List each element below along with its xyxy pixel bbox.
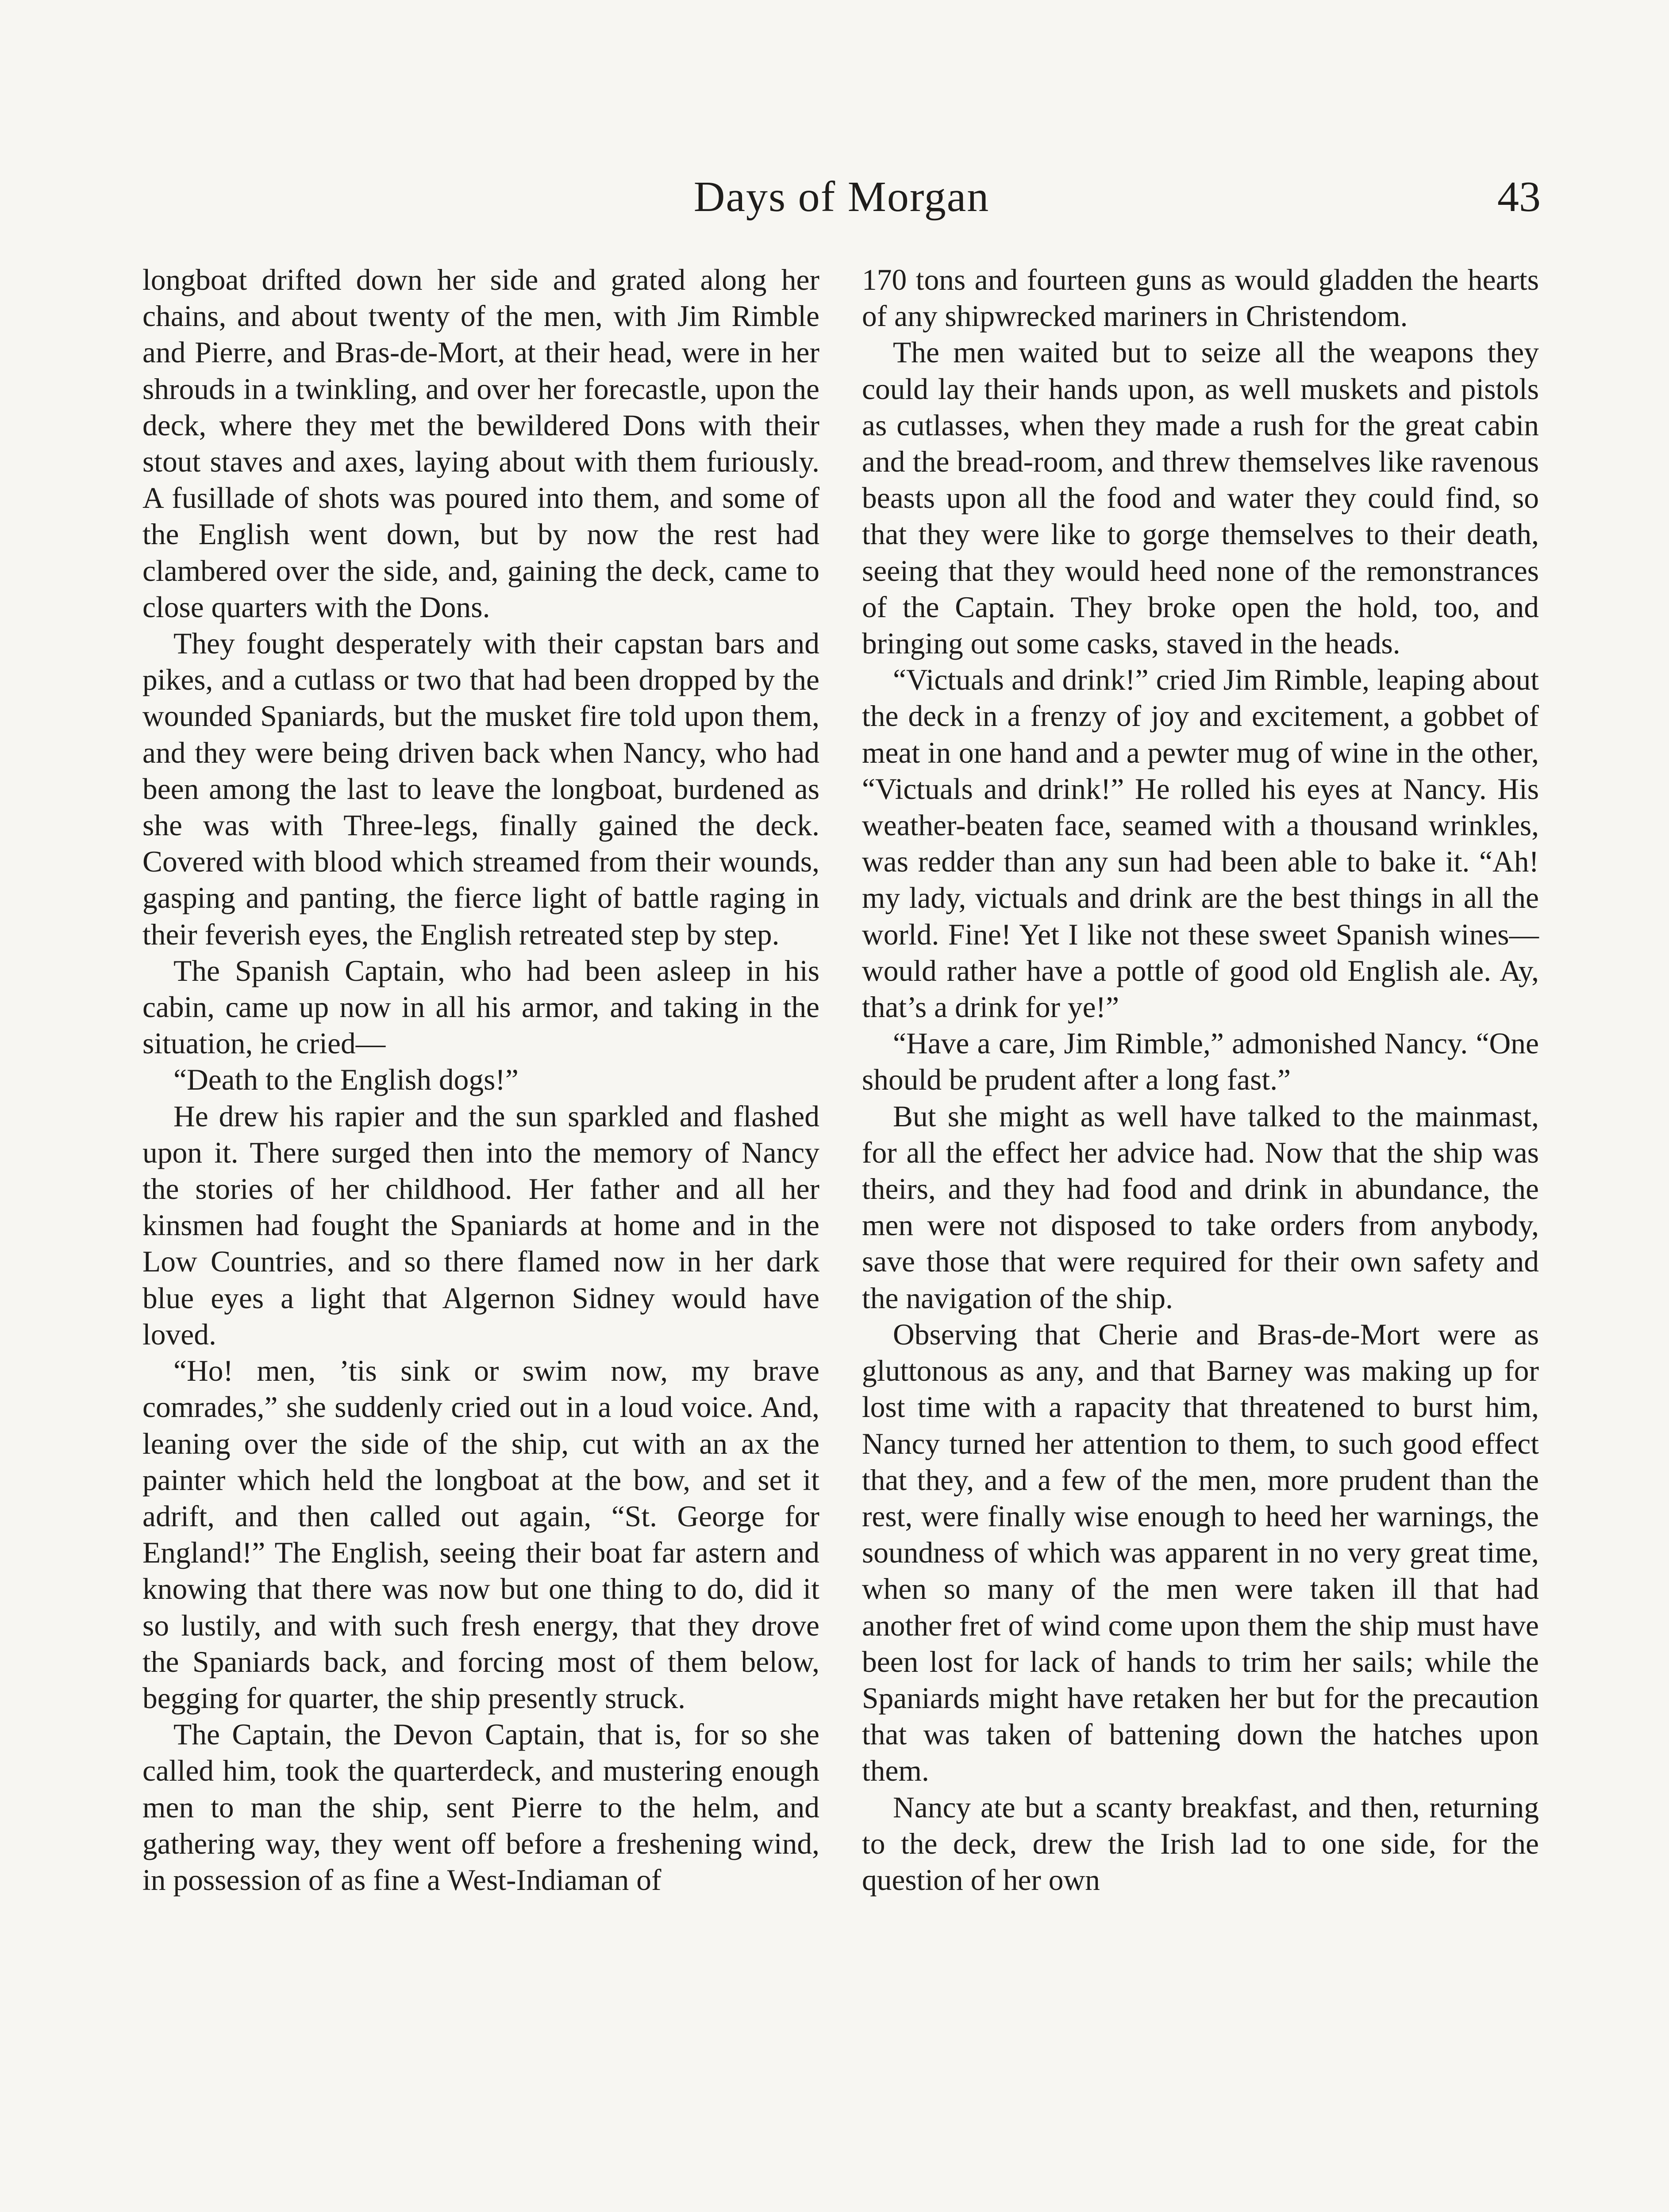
- page-header: [142, 164, 1541, 230]
- paragraph: “Death to the English dogs!”: [173, 1063, 519, 1097]
- paragraph: The men waited but to seize all the weapons they could lay their hands upon, as well muskets and pistols as cutlasses, when they made a rush for the great cabin and the bread-room, and threw themselves like ravenous beasts upon all the food and water they could find, so that they were like to gorge themselves to their death, seeing that they would heed none of the remonstrances of the Captain. They broke open the hold, too, and bringing out some casks, staved in the heads.: [862, 336, 1539, 661]
- paragraph: The Captain, the Devon Captain, that is, for so she called him, took the quarterdeck, and mustering enough men to man the ship, sent Pierre to the helm, and gathering way, they went off before a freshening wind, in possession of as fine a West-Indiaman of: [142, 1718, 819, 1897]
- paragraph: They fought desperately with their capstan bars and pikes, and a cutlass or two that had been dropped by the wounded Spaniards, but the musket fire told upon them, and they were being driven back when Nancy, who had been among the last to leave the longboat, burdened as she was with Three-legs, finally gained the deck. Covered with blood which streamed from their wounds, gasping and panting, the fierce light of battle raging in their feverish eyes, the English retreated step by step.: [142, 627, 819, 951]
- paragraph: He drew his rapier and the sun sparkled and flashed upon it. There surged then into the memory of Nancy the stories of her childhood. Her father and all her kinsmen had fought the Spaniards at home and in the Low Countries, and so there flamed now in her dark blue eyes a light that Algernon Sidney would have loved.: [142, 1099, 819, 1351]
- left-column: [142, 262, 819, 1898]
- paragraph: But she might as well have talked to the mainmast, for all the effect her advice had. Now that the ship was theirs, and they had food and drink in abundance, the men were not disposed to take orders from anybody, save those that were required for their own safety and the navigation of the ship.: [862, 1099, 1539, 1315]
- paragraph: “Ho! men, ’tis sink or swim now, my brave comrades,” she suddenly cried out in a loud voice. And, leaning over the side of the ship, cut with an ax the painter which held the longboat at the bow, and set it adrift, and then called out again, “St. George for England!” The English, seeing their boat far astern and knowing that there was now but one thing to do, did it so lustily, and with such fresh energy, that they drove the Spaniards back, and forcing most of them below, begging for quarter, the ship presently struck.: [142, 1354, 819, 1715]
- paragraph: Observing that Cherie and Bras-de-Mort were as gluttonous as any, and that Barney was making up for lost time with a rapacity that threatened to burst him, Nancy turned her attention to them, to such good effect that they, and a few of the men, more prudent than the rest, were finally wise enough to heed her warnings, the soundness of which was apparent in no very great time, when so many of the men were taken ill that had another fret of wind come upon them the ship must have been lost for lack of hands to trim her sails; while the Spaniards might have retaken her but for the precaution that was taken of battening down the hatches upon them.: [862, 1317, 1539, 1788]
- page-number: 43: [1497, 173, 1541, 221]
- paragraph: longboat drifted down her side and grated along her chains, and about twenty of the men, with Jim Rimble and Pierre, and Bras-de-Mort, at their head, were in her shrouds in a twinkling, and over her forecastle, upon the deck, where they met the bewildered Dons with their stout staves and axes, laying about with them furiously. A fusillade of shots was poured into them, and some of the English went down, but by now the rest had clambered over the side, and, gaining the deck, came to close quarters with the Dons.: [142, 263, 819, 624]
- paragraph: Nancy ate but a scanty breakfast, and then, returning to the deck, drew the Irish lad to one side, for the question of her own: [862, 1790, 1539, 1897]
- right-column: [862, 262, 1539, 1898]
- paragraph: “Have a care, Jim Rimble,” admonished Nancy. “One should be prudent after a long fast.”: [862, 1027, 1539, 1097]
- paragraph: The Spanish Captain, who had been asleep in his cabin, came up now in all his armor, and taking in the situation, he cried—: [142, 954, 819, 1060]
- running-title: Days of Morgan: [693, 173, 990, 221]
- paragraph: 170 tons and fourteen guns as would gladden the hearts of any shipwrecked mariners in Christendom.: [862, 263, 1539, 333]
- paragraph: “Victuals and drink!” cried Jim Rimble, leaping about the deck in a frenzy of joy and excitement, a gobbet of meat in one hand and a pewter mug of wine in the other, “Victuals and drink!” He rolled his eyes at Nancy. His weather-beaten face, seamed with a thousand wrinkles, was redder than any sun had been able to bake it. “Ah! my lady, victuals and drink are the best things in all the world. Fine! Yet I like not these sweet Spanish wines—would rather have a pottle of good old English ale. Ay, that’s a drink for ye!”: [862, 663, 1539, 1024]
